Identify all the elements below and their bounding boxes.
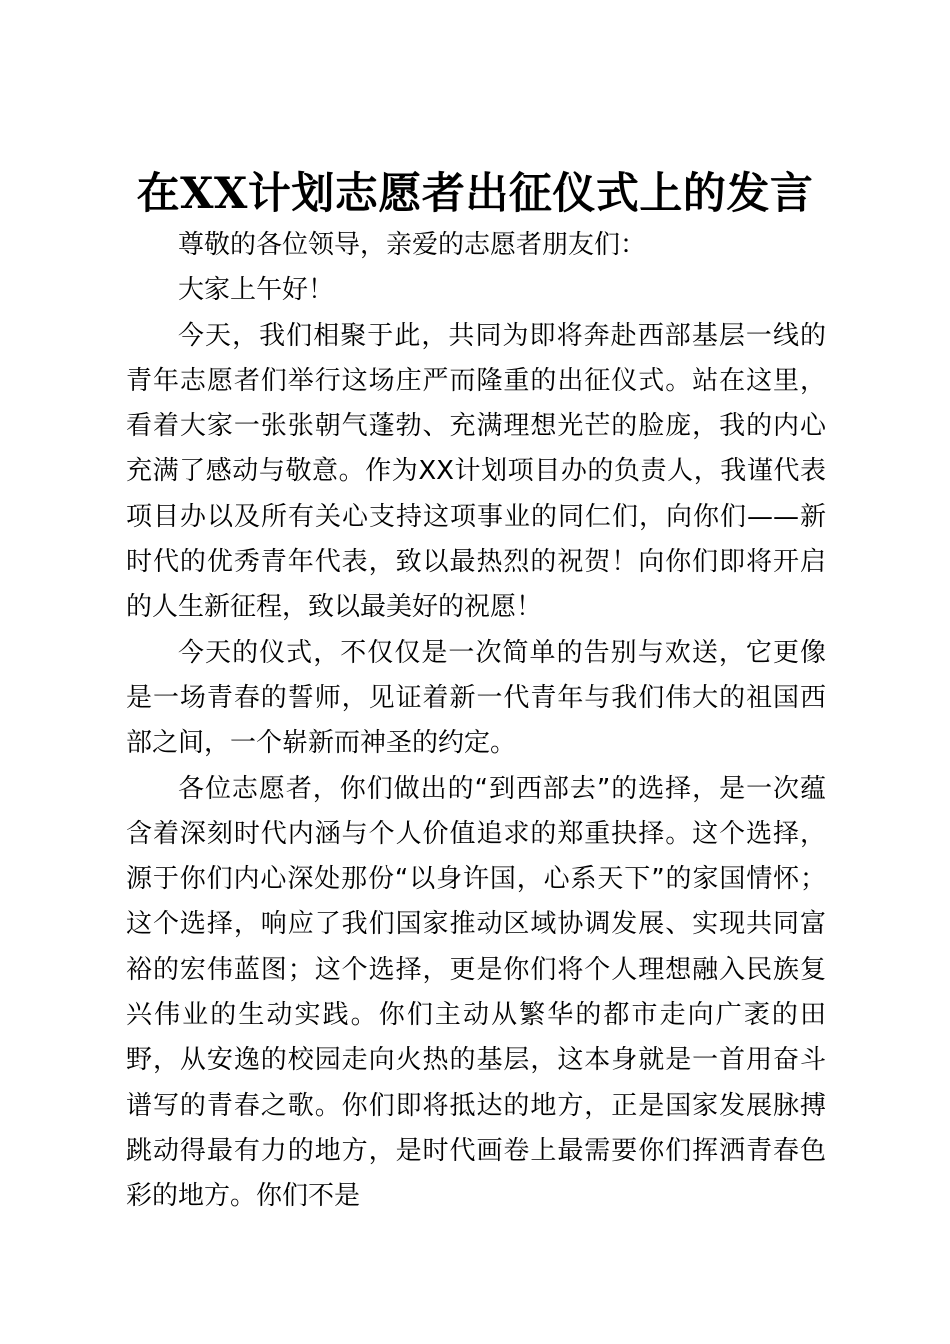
document-body (126, 223, 826, 1220)
greeting-paragraph: 大家上午好！ (178, 275, 335, 306)
body-paragraph: 各位志愿者，你们做出的“到西部去”的选择，是一次蕴含着深刻时代内涵与个人价值追求的郑重抉择。这个选择，源于你们内心深处那份“以身许国，心系天下”的家国情怀；这个选择，响应了我们国家推动区域协调发展、实现共同富裕的宏伟蓝图；这个选择，更是你们将个人理想融入民族复兴伟业的生动实践。你们主动从繁华的都市走向广袤的田野，从安逸的校园走向火热的基层，这本身就是一首用奋斗谱写的青春之歌。你们即将抵达的地方，正是国家发展脉搏跳动得最有力的地方，是时代画卷上最需要你们挥洒青春色彩的地方。你们不是 (126, 773, 826, 1212)
body-paragraph: 今天，我们相聚于此，共同为即将奔赴西部基层一线的青年志愿者们举行这场庄严而隆重的出征仪式。站在这里，看着大家一张张朝气蓬勃、充满理想光芒的脸庞，我的内心充满了感动与敬意。作为XX计划项目办的负责人，我谨代表项目办以及所有关心支持这项事业的同仁们，向你们——新时代的优秀青年代表，致以最热烈的祝贺！向你们即将开启的人生新征程，致以最美好的祝愿！ (126, 320, 826, 623)
body-paragraph: 今天的仪式，不仅仅是一次简单的告别与欢送，它更像是一场青春的誓师，见证着新一代青年与我们伟大的祖国西部之间，一个崭新而神圣的约定。 (126, 637, 826, 759)
salutation-paragraph: 尊敬的各位领导，亲爱的志愿者朋友们： (178, 230, 647, 260)
document-title: 在XX计划志愿者出征仪式上的发言 (136, 169, 814, 219)
